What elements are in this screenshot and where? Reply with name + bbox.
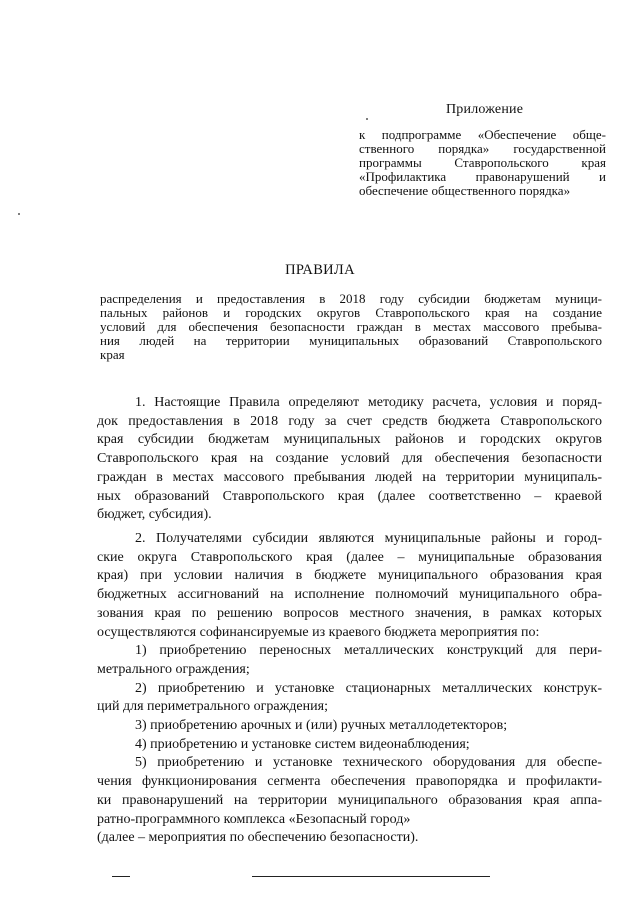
list-item-line: 1) приобретению переносных металлических конструкций для пери- <box>135 643 602 659</box>
appendix-line: «Профилактика правонарушений и <box>359 169 606 184</box>
paragraph-line: бюджетных ассигнований на исполнение полномочий муниципального обра- <box>97 587 602 603</box>
paragraph-line: ские округа Ставропольского края (далее – муниципальные образования <box>97 549 602 565</box>
list-item-line: ций для периметрального ограждения; <box>97 699 328 715</box>
list-item-line: 2) приобретению и установке стационарных металлических конструк- <box>135 680 602 696</box>
subtitle-line: ния людей на территории муниципальных образований Ставропольского <box>100 333 602 348</box>
subtitle-line: края <box>100 347 125 362</box>
paragraph-line: края субсидии бюджетам муниципальных районов и городских округов <box>97 432 602 448</box>
footer-divider-right <box>252 876 490 877</box>
rules-heading: ПРАВИЛА <box>285 262 355 278</box>
paragraph-line: 2. Получателями субсидии являются муниципальные районы и город- <box>135 531 602 546</box>
footer-divider-left <box>112 876 130 877</box>
subtitle-line: распределения и предоставления в 2018 году субсидии бюджетам муници- <box>100 291 602 306</box>
list-item-line: 4) приобретению и установке систем видеонаблюдения; <box>135 736 470 752</box>
paragraph-line: Ставропольского края на создание условий для обеспечения безопасности <box>97 451 602 467</box>
paragraph-line: края) при условии наличия в бюджете муниципального образования края <box>97 568 602 584</box>
appendix-title: Приложение <box>446 102 524 117</box>
paragraph-line: 1. Настоящие Правила определяют методику расчета, условия и поряд- <box>135 395 602 410</box>
paragraph-2 <box>97 530 602 848</box>
paragraph-line: бюджет, субсидия). <box>97 507 212 523</box>
scan-speck <box>18 213 20 215</box>
paragraph-line: граждан в местах массового пребывания людей на территории муниципаль- <box>97 469 602 485</box>
appendix-reference <box>359 128 606 198</box>
paragraph-line: зования края по решению вопросов местного значения, в рамках которых <box>97 605 602 621</box>
list-item-line: метрального ограждения; <box>97 661 250 677</box>
paragraph-line: осуществляются софинансируемые из краевого бюджета мероприятия по: <box>97 624 540 640</box>
paragraph-line: док предоставления в 2018 году за счет средств бюджета Ставропольского <box>97 413 602 429</box>
appendix-line: обеспечение общественного порядка» <box>359 183 571 198</box>
list-item-line: 3) приобретению арочных и (или) ручных металлодетекторов; <box>135 718 508 734</box>
list-item-line: чения функционирования сегмента обеспечения правопорядка и профилакти- <box>97 774 602 790</box>
list-item-line: ки правонарушений на территории муниципального образования края аппа- <box>97 792 602 808</box>
paragraph-1 <box>97 394 602 525</box>
paragraph-line: ных образований Ставропольского края (далее соответственно – краевой <box>97 488 602 504</box>
appendix-line: ственного порядка» государственной <box>359 141 606 156</box>
list-item-line: 5) приобретению и установке технического оборудования для обеспе- <box>135 755 602 771</box>
list-item-line: (далее – мероприятия по обеспечению безопасности). <box>97 830 419 846</box>
appendix-line: программы Ставропольского края <box>359 155 606 170</box>
list-item-line: ратно-программного комплекса «Безопасный город» <box>97 811 411 827</box>
subtitle-line: пальных районов и городских округов Ставропольского края на создание <box>100 305 602 320</box>
subtitle-line: условий для обеспечения безопасности граждан в местах массового пребыва- <box>100 319 602 334</box>
scan-speck <box>366 118 368 120</box>
appendix-line: к подпрограмме «Обеспечение обще- <box>359 127 606 142</box>
rules-subtitle <box>100 292 602 362</box>
